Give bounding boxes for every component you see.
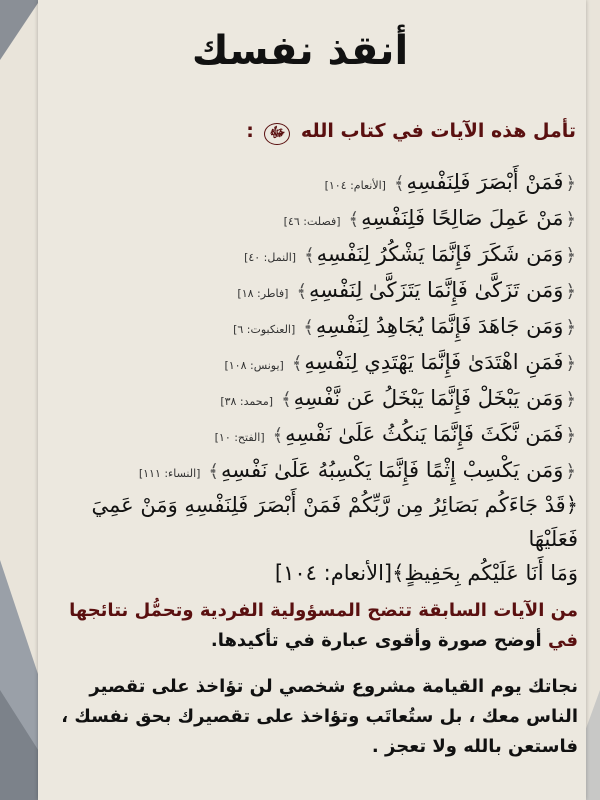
open-bracket: ﴿ <box>565 425 576 446</box>
verse-line <box>40 236 578 272</box>
close-bracket: ﴾ <box>296 281 307 302</box>
verse-text: وَمَن يَكْسِبْ إِثْمًا فَإِنَّمَا يَكْسِبُهُ عَلَىٰ نَفْسِهِ <box>220 458 564 482</box>
verse-line <box>40 452 578 488</box>
open-bracket: ﴿ <box>565 461 576 482</box>
glorification-seal: ﷻ <box>264 123 290 145</box>
page-title: أنقذ نفسك <box>191 28 409 74</box>
verse-reference: [يونس: ١٠٨] <box>224 359 284 372</box>
intro-text: تأمل هذه الآيات في كتاب الله <box>300 120 576 142</box>
verse-reference: [النمل: ٤٠] <box>244 251 297 264</box>
close-bracket: ﴾ <box>291 353 303 374</box>
verse-reference: [فاطر: ١٨] <box>237 287 289 300</box>
open-bracket: ﴿ <box>565 389 576 410</box>
verse-text: فَمَنِ اهْتَدَىٰ فَإِنَّمَا يَهْتَدِي لِنَفْسِهِ <box>304 350 564 374</box>
verse-line <box>40 416 578 452</box>
paragraph-highlight: من الآيات السابقة تتضح المسؤولية الفردية وتحمُّل نتائجها في <box>69 600 578 651</box>
close-bracket: ﴾ <box>304 245 315 266</box>
close-bracket: ﴾ <box>208 461 219 482</box>
verse-line <box>40 164 578 200</box>
verse-line <box>40 344 578 380</box>
verse-line <box>40 380 578 416</box>
verse-reference: [فصلت: ٤٦] <box>283 215 341 228</box>
open-bracket: ﴿ <box>565 245 576 266</box>
intro-suffix: : <box>246 120 254 142</box>
verse-text: وَمَن جَاهَدَ فَإِنَّمَا يُجَاهِدُ لِنَفْسِهِ <box>315 314 564 338</box>
verse-text: قَدْ جَاءَكُم بَصَائِرُ مِن رَّبِّكُمْ فَمَنْ أَبْصَرَ فَلِنَفْسِهِ وَمَنْ عَمِيَ فَعَلَيْهَا <box>91 493 578 551</box>
verse-reference: [النساء: ١١١] <box>138 467 201 480</box>
verse-text: وَمَن شَكَرَ فَإِنَّمَا يَشْكُرُ لِنَفْسِهِ <box>316 242 564 266</box>
verse-reference: [الفتح: ١٠] <box>214 431 265 444</box>
verse-text: فَمَنْ أَبْصَرَ فَلِنَفْسِهِ <box>406 170 564 194</box>
verse-multiline <box>40 488 578 590</box>
close-bracket: ﴾ <box>348 209 360 230</box>
close-bracket: ﴾ <box>392 561 405 585</box>
close-bracket: ﴾ <box>272 425 284 446</box>
open-bracket: ﴿ <box>565 317 576 338</box>
verse-text: وَمَن يَبْخَلْ فَإِنَّمَا يَبْخَلُ عَن نَّفْسِهِ <box>293 386 564 410</box>
open-bracket: ﴿ <box>565 209 576 230</box>
verse-text: فَمَن نَّكَثَ فَإِنَّمَا يَنكُثُ عَلَىٰ نَفْسِهِ <box>285 422 564 446</box>
verse-text: وَمَن تَزَكَّىٰ فَإِنَّمَا يَتَزَكَّىٰ لِنَفْسِهِ <box>309 278 564 302</box>
verse-reference: [الأنعام: ١٠٤] <box>324 179 386 192</box>
paragraph-responsibility <box>40 596 578 656</box>
verse-reference: [العنكبوت: ٦] <box>233 323 296 336</box>
open-bracket: ﴿ <box>565 493 578 517</box>
intro-line <box>40 120 576 145</box>
verse-line <box>40 200 578 236</box>
close-bracket: ﴾ <box>303 317 314 338</box>
close-bracket: ﴾ <box>281 389 292 410</box>
verse-text: وَمَا أَنَا عَلَيْكُم بِحَفِيظٍ <box>404 561 578 585</box>
open-bracket: ﴿ <box>565 353 576 374</box>
close-bracket: ﴾ <box>393 173 405 194</box>
verse-reference: [محمد: ٣٨] <box>220 395 274 408</box>
verse-line <box>40 272 578 308</box>
paragraph-rest: أوضح صورة وأقوى عبارة في تأكيدها. <box>210 630 542 651</box>
verse-text: مَنْ عَمِلَ صَالِحًا فَلِنَفْسِهِ <box>361 206 564 230</box>
verse-reference: [الأنعام: ١٠٤] <box>274 561 393 585</box>
verse-list <box>40 164 578 590</box>
open-bracket: ﴿ <box>565 173 576 194</box>
verse-line <box>40 308 578 344</box>
paragraph-salvation: نجاتك يوم القيامة مشروع شخصي لن تؤاخذ على تقصير الناس معك ، بل ستُعاتَب وتؤاخذ على تقصيرك بحق نفسك ، فاستعن بالله ولا تعجز . <box>61 676 578 757</box>
open-bracket: ﴿ <box>565 281 576 302</box>
